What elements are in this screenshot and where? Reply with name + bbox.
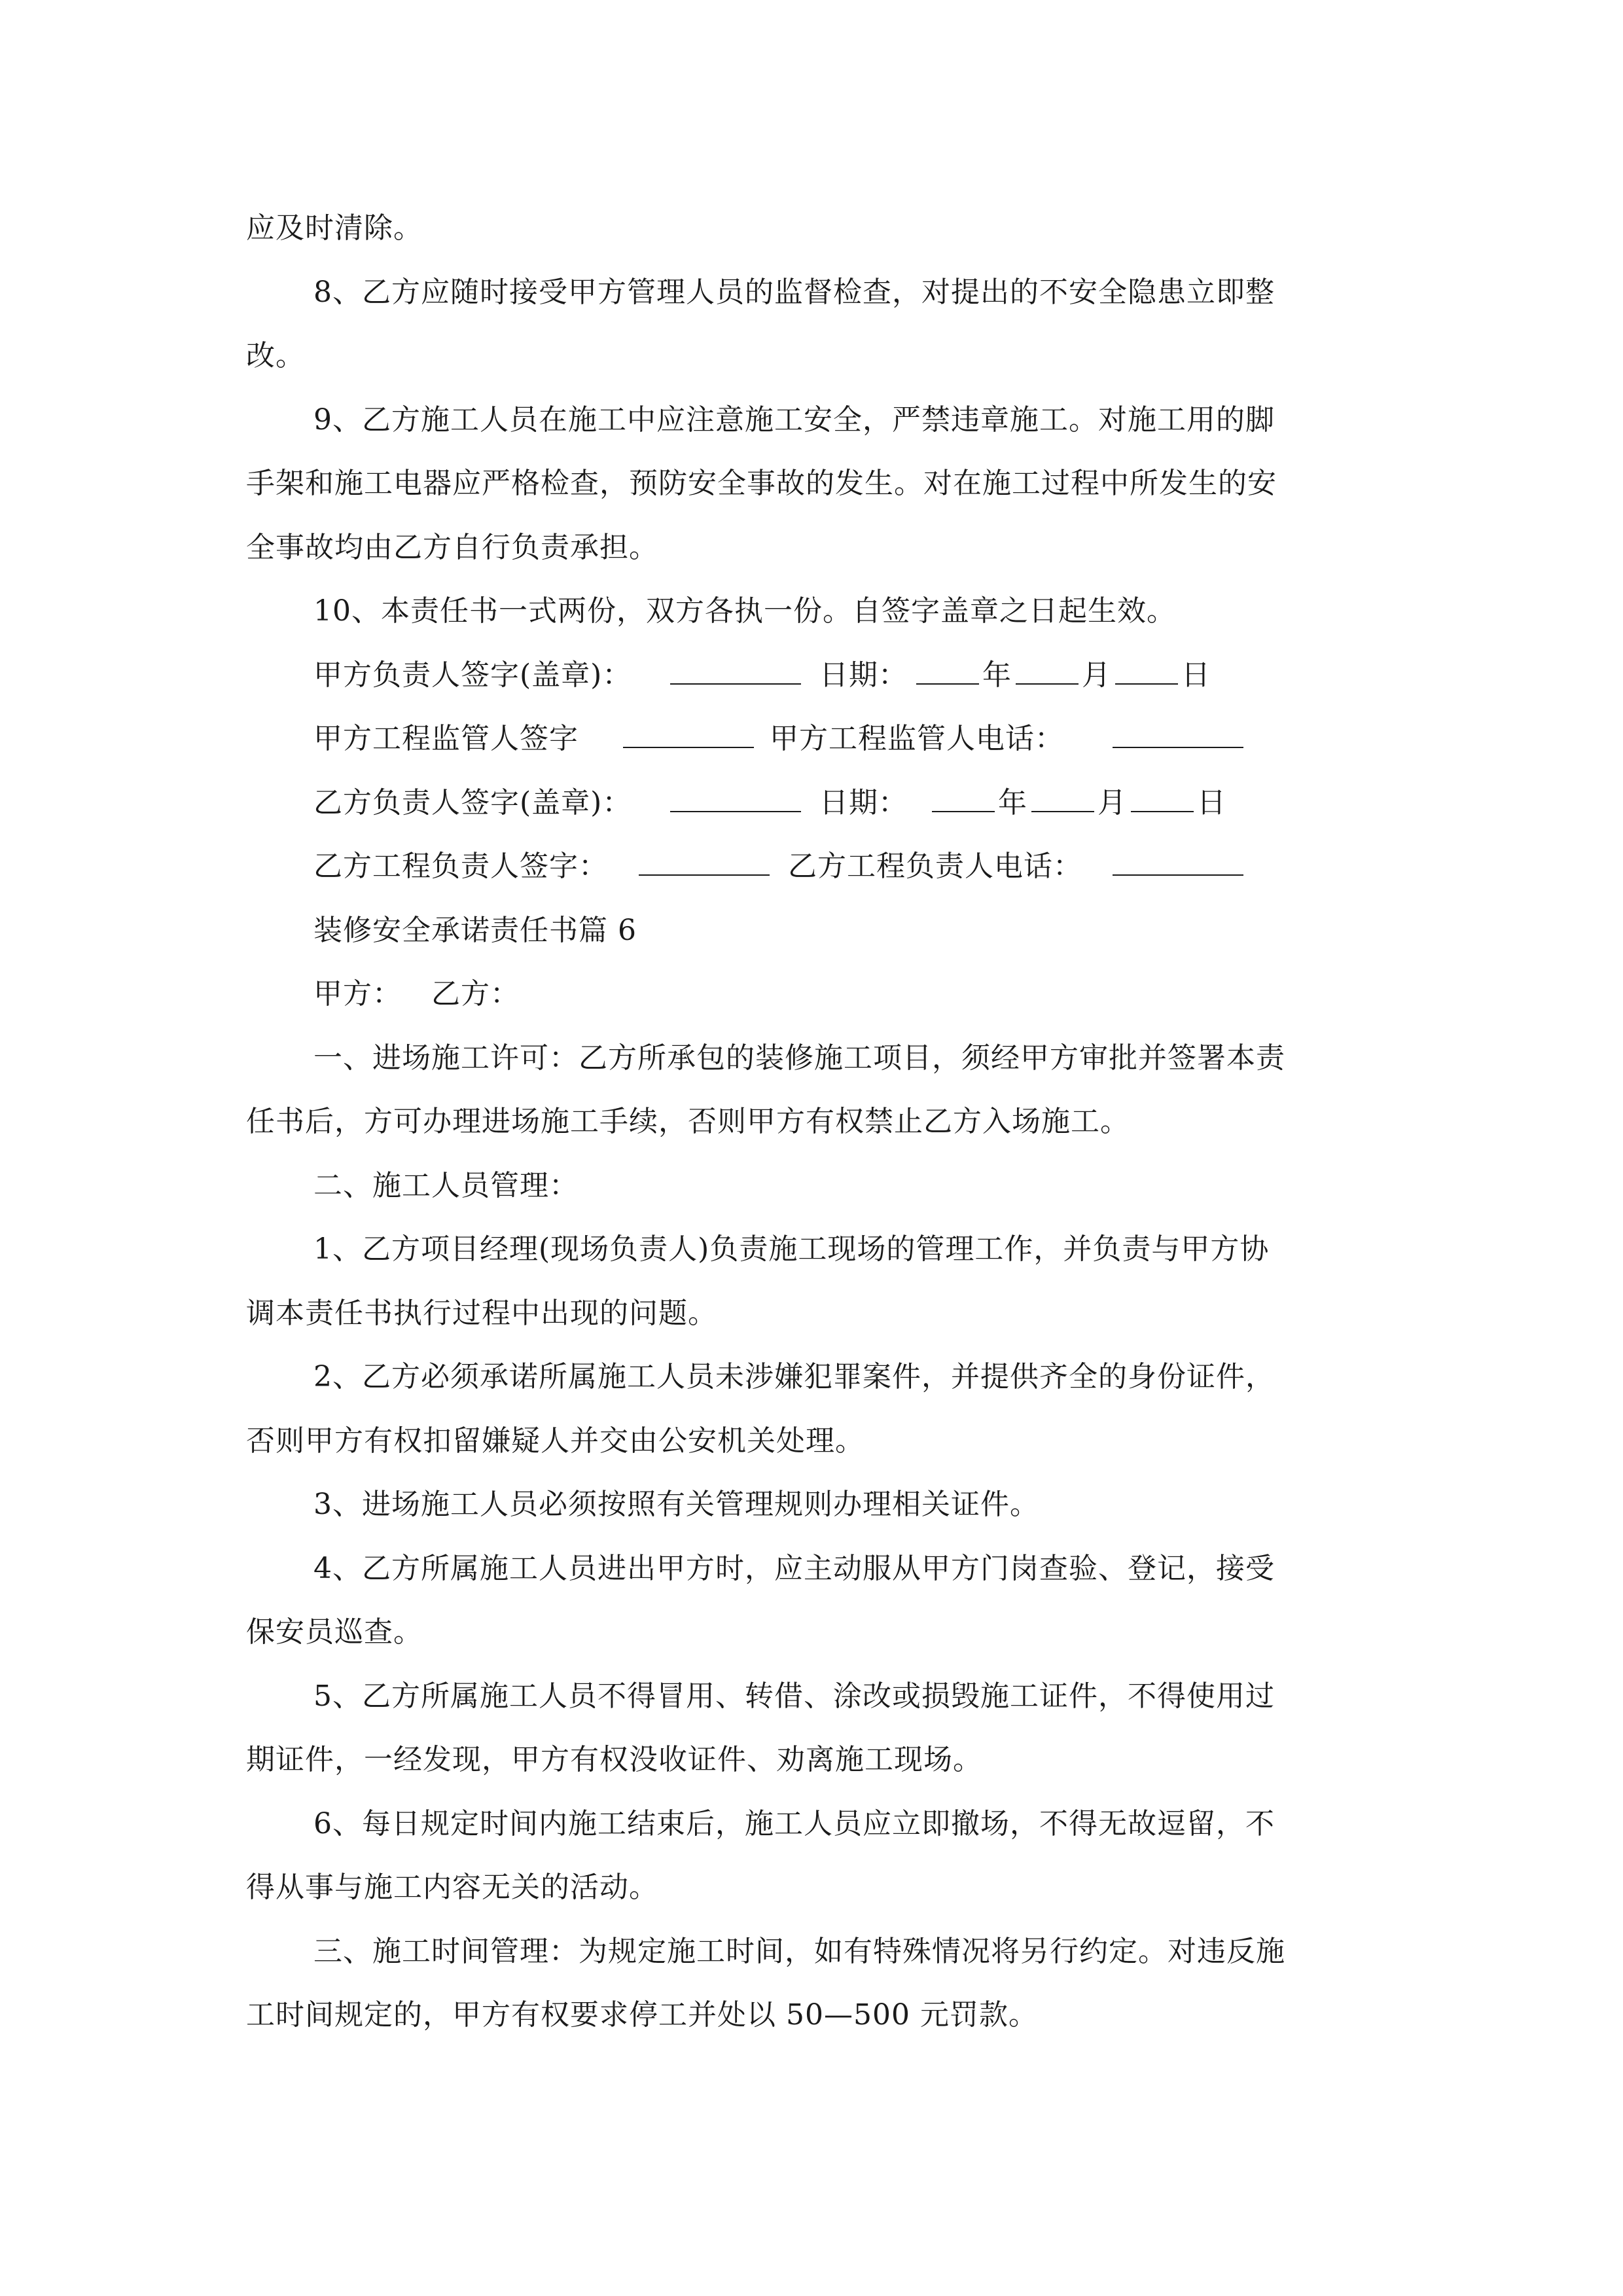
paragraph-line: 1、乙方项目经理(现场负责人)负责施工现场的管理工作，并负责与甲方协 <box>313 1232 1270 1266</box>
month-blank <box>1016 643 1079 708</box>
paragraph-line: 改。 <box>246 339 305 372</box>
phone-blank <box>1113 707 1243 771</box>
paragraph-line: 工时间规定的，甲方有权要求停工并处以 50—500 元罚款。 <box>246 1998 1038 2032</box>
paragraph-line: 得从事与施工内容无关的活动。 <box>246 1871 658 1904</box>
year-blank <box>916 643 979 708</box>
paragraph-line: 调本责任书执行过程中出现的问题。 <box>246 1296 717 1330</box>
parties-line: 甲方： 乙方： <box>313 977 520 1011</box>
paragraph-line: 10、本责任书一式两份，双方各执一份。自签字盖章之日起生效。 <box>313 594 1176 628</box>
year-label: 年 <box>998 785 1027 819</box>
signature-blank <box>639 834 770 899</box>
year-blank <box>932 771 995 835</box>
signature-label: 乙方工程负责人签字： <box>313 850 608 883</box>
day-blank <box>1131 771 1194 835</box>
paragraph-line: 应及时清除。 <box>246 211 423 245</box>
day-label: 日 <box>1181 658 1211 692</box>
paragraph-line: 手架和施工电器应严格检查，预防安全事故的发生。对在施工过程中所发生的安 <box>246 467 1277 500</box>
paragraph-line: 6、每日规定时间内施工结束后，施工人员应立即撤场，不得无故逗留，不 <box>313 1806 1275 1840</box>
paragraph-line: 保安员巡查。 <box>246 1615 423 1649</box>
year-label: 年 <box>982 658 1012 692</box>
day-blank <box>1115 643 1178 708</box>
paragraph-line: 期证件，一经发现，甲方有权没收证件、劝离施工现场。 <box>246 1743 982 1776</box>
signature-label: 甲方负责人签字(盖章)： <box>313 658 632 692</box>
signature-label: 乙方负责人签字(盖章)： <box>313 785 632 819</box>
day-label: 日 <box>1197 785 1226 819</box>
month-label: 月 <box>1097 785 1127 819</box>
signature-row-party-b <box>246 771 1378 835</box>
signature-row-party-a <box>246 643 1378 708</box>
date-label: 日期： <box>819 658 908 692</box>
paragraph-line: 9、乙方施工人员在施工中应注意施工安全，严禁违章施工。对施工用的脚 <box>313 403 1275 437</box>
signature-blank <box>670 643 801 708</box>
document-body <box>246 196 1378 2047</box>
paragraph-line: 3、进场施工人员必须按照有关管理规则办理相关证件。 <box>313 1488 1039 1521</box>
paragraph-line: 2、乙方必须承诺所属施工人员未涉嫌犯罪案件，并提供齐全的身份证件， <box>313 1360 1275 1393</box>
paragraph-line: 任书后，方可办理进场施工手续，否则甲方有权禁止乙方入场施工。 <box>246 1105 1130 1138</box>
paragraph-line: 一、进场施工许可：乙方所承包的装修施工项目，须经甲方审批并签署本责 <box>313 1041 1285 1075</box>
paragraph-line: 二、施工人员管理： <box>313 1168 579 1202</box>
phone-label: 乙方工程负责人电话： <box>788 850 1082 883</box>
signature-row-party-a-supervisor <box>246 707 1378 771</box>
phone-blank <box>1113 834 1243 899</box>
paragraph-line: 8、乙方应随时接受甲方管理人员的监督检查，对提出的不安全隐患立即整 <box>313 275 1275 309</box>
section-title: 装修安全承诺责任书篇 6 <box>313 913 637 947</box>
date-label: 日期： <box>819 785 908 819</box>
phone-label: 甲方工程监管人电话： <box>770 722 1064 755</box>
month-label: 月 <box>1082 658 1111 692</box>
paragraph-line: 三、施工时间管理：为规定施工时间，如有特殊情况将另行约定。对违反施 <box>313 1934 1285 1968</box>
signature-label: 甲方工程监管人签字 <box>313 722 579 755</box>
signature-blank <box>670 771 801 835</box>
paragraph-line: 全事故均由乙方自行负责承担。 <box>246 530 658 564</box>
month-blank <box>1031 771 1094 835</box>
paragraph-line: 否则甲方有权扣留嫌疑人并交由公安机关处理。 <box>246 1424 865 1458</box>
signature-row-party-b-engineer <box>246 834 1378 899</box>
paragraph-line: 4、乙方所属施工人员进出甲方时，应主动服从甲方门岗查验、登记，接受 <box>313 1551 1275 1585</box>
paragraph-line: 5、乙方所属施工人员不得冒用、转借、涂改或损毁施工证件，不得使用过 <box>313 1679 1275 1713</box>
signature-blank <box>623 707 754 771</box>
